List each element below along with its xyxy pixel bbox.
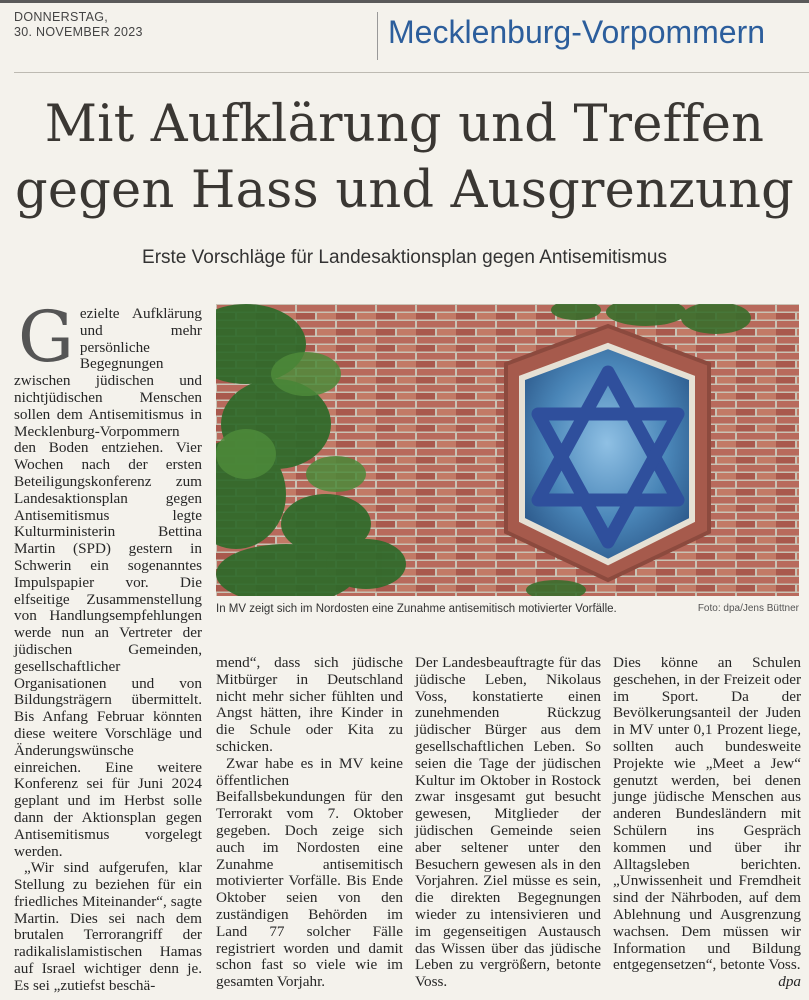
synagogue-window-image xyxy=(216,304,799,596)
header-rule xyxy=(14,72,809,73)
paragraph: Der Landesbeauftragte für das jüdische Leben, Nikolaus Voss, konstatierte einen zunehmenden Rückzug jüdischer Bürger aus dem gesellschaftlichen Leben. So seien die Tage der jüdischen Kultur im Oktober in Rostock zwar insgesamt gut besucht gewesen, Mitglieder der jüdischen Gemeinde seien aber seltener unter den Besuchern gewesen als in den Vorjahren. Ziel müsse es sein, die direkten Begegnungen wieder zu intensivieren und im gegenseitigen Austausch das Wissen über das jüdische Leben zu vergrößern, betonte Voss. xyxy=(415,654,601,991)
top-rule xyxy=(0,0,809,3)
issue-date xyxy=(14,10,143,40)
caption-text: In MV zeigt sich im Nordosten eine Zunahme antisemitisch motivierter Vorfälle. xyxy=(216,603,617,615)
paragraph: ezielte Aufklärung und mehr persönliche Begegnungen zwischen jüdischen und nichtjüdischen Menschen sollen dem Antisemitismus in Mecklenburg-Vorpommern den Boden entziehen. Vier Wochen nach der ersten Beteiligungskonferenz zum Landesaktionsplan gegen Antisemitismus legte Kulturministerin Bettina Martin (SPD) gestern in Schwerin ein sogenanntes Impulspapier vor. Die elfseitige Zusammenstellung von Handlungsempfehlungen werde nun an Vertreter der jüdischen Gemeinden, gesellschaftlicher Organisationen und von Bildungsträgern übermittelt. Bis Anfang Februar könnten diese weitere Vorschläge und Änderungswünsche einreichen. Eine weitere Konferenz sei für Juni 2024 geplant und im Herbst solle dann der Aktionsplan gegen Antisemitismus vorgelegt werden. xyxy=(14,305,202,860)
paragraph: mend“, dass sich jüdische Mitbürger in Deutschland nicht mehr sicher fühlten und Angst hätten, ihre Kinder in die Schule oder Kita zu schicken. xyxy=(216,654,403,755)
section-divider xyxy=(377,12,378,60)
subheadline: Erste Vorschläge für Landesaktionsplan gegen Antisemitismus xyxy=(142,247,667,268)
weekday: DONNERSTAG, xyxy=(14,10,109,24)
article-photo xyxy=(216,304,799,596)
headline xyxy=(0,92,809,224)
section-title: Mecklenburg-Vorpommern xyxy=(388,14,766,50)
headline-line-2: gegen Hass und Ausgrenzung xyxy=(14,161,794,220)
drop-cap: G xyxy=(18,296,74,378)
article-column-1 xyxy=(14,296,202,995)
article-column-2 xyxy=(216,655,403,991)
paragraph: Dies könne an Schulen geschehen, in der Freizeit oder im Sport. Da der Bevölkerungsanteil der Juden in MV unter 0,1 Prozent liege, sollten auch bundesweite Projekte wie „Meet a Jew“ genutzt werden, bei denen junge jüdische Menschen aus anderen Bundesländern mit Schülern ins Gespräch kommen und über ihr Alltagsleben berichten. „Unwissenheit und Fremdheit sind der Nährboden, auf dem Ablehnung und Ausgrenzung wachsen. Dem müssen wir Information und Bildung entgegensetzen“, betonte Voss. xyxy=(613,654,801,974)
photo-caption xyxy=(216,602,799,616)
author-signature: dpa xyxy=(778,973,801,991)
photo-credit: Foto: dpa/Jens Büttner xyxy=(697,603,799,614)
date-text: 30. NOVEMBER 2023 xyxy=(14,25,143,39)
article-column-4 xyxy=(613,655,801,991)
paragraph: „Wir sind aufgerufen, klar Stellung zu beziehen für ein friedliches Miteinander“, sagte Martin. Dies sei nach dem brutalen Terrorangriff der radikalislamistischen Hamas auf Israel wichtiger denn je. Es sei „zutiefst beschä- xyxy=(14,859,202,994)
article-column-3 xyxy=(415,655,601,991)
headline-line-1: Mit Aufklärung und Treffen xyxy=(44,95,765,154)
paragraph: Zwar habe es in MV keine öffentlichen Beifallsbekundungen für den Terrorakt vom 7. Oktober gegeben. Doch zeige sich auch im Nordosten eine Zunahme antisemitisch motivierter Vorfälle. Bis Ende Oktober seien von den zuständigen Behörden im Land 77 solcher Fälle registriert worden und damit schon fast so viele wie im gesamten Vorjahr. xyxy=(216,754,403,991)
